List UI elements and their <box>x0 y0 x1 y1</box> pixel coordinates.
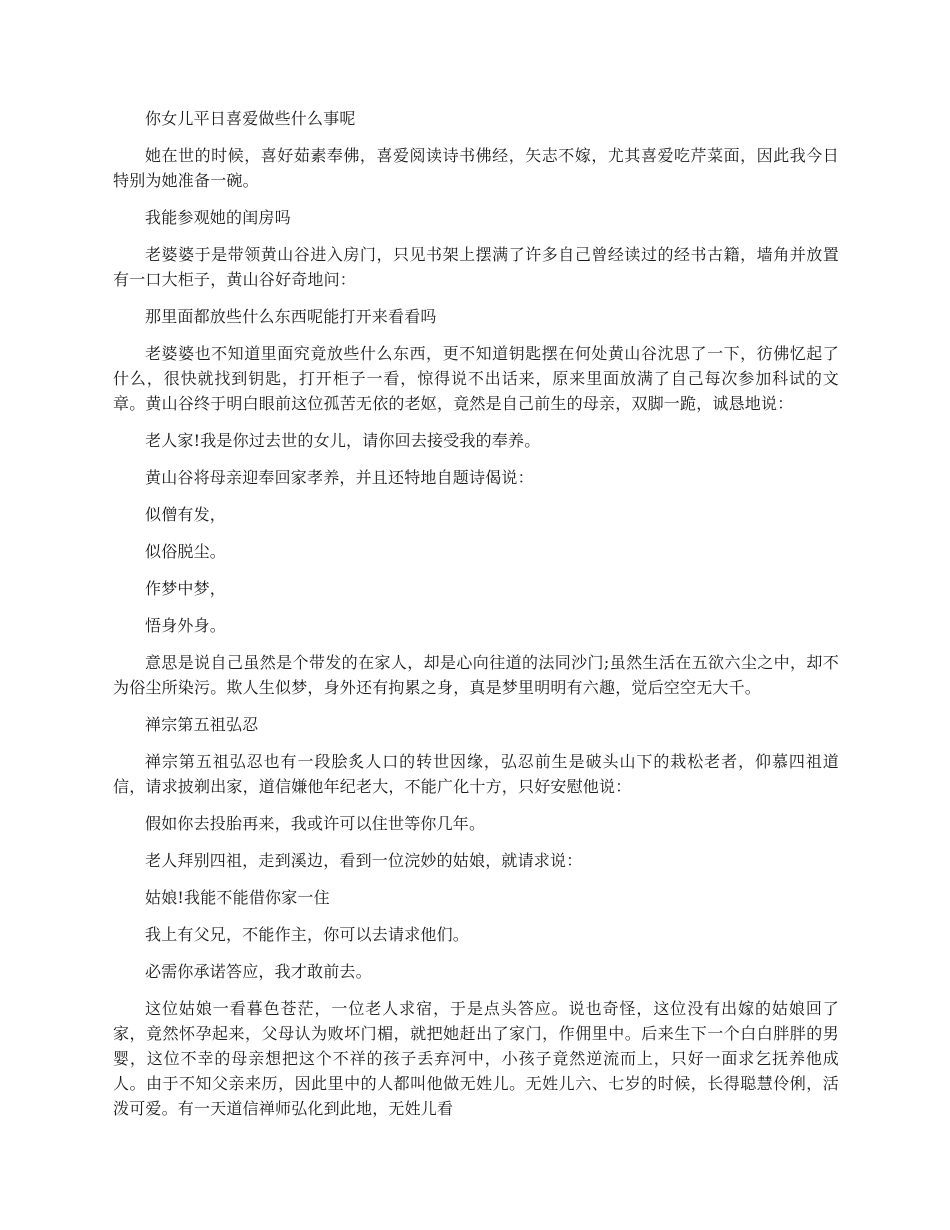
paragraph-7: 老人家!我是你过去世的女儿，请你回去接受我的奉养。 <box>145 431 541 450</box>
paragraph-18: 姑娘!我能不能借你家一住 <box>145 888 330 907</box>
paragraph-5: 那里面都放些什么东西呢能打开来看看吗 <box>145 307 437 326</box>
paragraph-21: 这位姑娘一看暮色苍茫，一位老人求宿，于是点头答应。说也奇怪，这位没有出嫁的姑娘回了家，竟然怀孕起来，父母认为败坏门楣，就把她赶出了家门，作佣里中。后来生下一个白白胖胖的男婴，这位不幸的母亲想把这个不祥的孩子丢弃河中，小孩子竟然逆流而上，只好一面求乞抚养他成人。由于不知父亲来历，因此里中的人都叫他做无姓儿。无姓儿六、七岁的时候，长得聪慧伶俐，活泼可爱。有一天道信禅师弘化到此地，无姓儿看 <box>113 999 839 1118</box>
poem-line-2: 似俗脱尘。 <box>145 542 227 561</box>
section-heading: 禅宗第五祖弘忍 <box>145 715 259 734</box>
paragraph-13: 意思是说自己虽然是个带发的在家人，却是心向往道的法同沙门;虽然生活在五欲六尘之中，却不为俗尘所染污。欺人生似梦，身外还有拘累之身，真是梦里明明有六趣，觉后空空无大千。 <box>113 653 839 697</box>
paragraph-19: 我上有父兄，不能作主，你可以去请求他们。 <box>145 925 470 944</box>
paragraph-3: 我能参观她的闺房吗 <box>145 208 291 227</box>
paragraph-17: 老人拜别四祖，走到溪边，看到一位浣妙的姑娘，就请求说： <box>145 851 583 870</box>
paragraph-8: 黄山谷将母亲迎奉回家孝养，并且还特地自题诗偈说： <box>145 468 534 487</box>
paragraph-15: 禅宗第五祖弘忍也有一段脍炙人口的转世因缘，弘忍前生是破头山下的栽松老者，仰慕四祖道信，请求披剃出家，道信嫌他年纪老大，不能广化十方，只好安慰他说： <box>113 752 839 796</box>
document-body <box>113 106 839 1133</box>
paragraph-16: 假如你去投胎再来，我或许可以住世等你几年。 <box>145 814 486 833</box>
paragraph-1: 你女儿平日喜爱做些什么事呢 <box>145 109 356 128</box>
poem-line-3: 作梦中梦， <box>145 579 227 598</box>
poem-line-1: 似僧有发， <box>145 505 227 524</box>
paragraph-2: 她在世的时候，喜好茹素奉佛，喜爱阅读诗书佛经，矢志不嫁，尤其喜爱吃芹菜面，因此我今日特别为她准备一碗。 <box>113 146 839 190</box>
paragraph-4: 老婆婆于是带领黄山谷进入房门，只见书架上摆满了许多自己曾经读过的经书古籍，墙角并放置有一口大柜子，黄山谷好奇地问： <box>113 245 839 289</box>
paragraph-20: 必需你承诺答应，我才敢前去。 <box>145 962 372 981</box>
paragraph-6: 老婆婆也不知道里面究竟放些什么东西，更不知道钥匙摆在何处黄山谷沈思了一下，彷佛忆起了什么，很快就找到钥匙，打开柜子一看，惊得说不出话来，原来里面放满了自己每次参加科试的文章。黄山谷终于明白眼前这位孤苦无依的老妪，竟然是自己前生的母亲，双脚一跪，诚恳地说： <box>113 344 839 413</box>
poem-line-4: 悟身外身。 <box>145 616 227 635</box>
